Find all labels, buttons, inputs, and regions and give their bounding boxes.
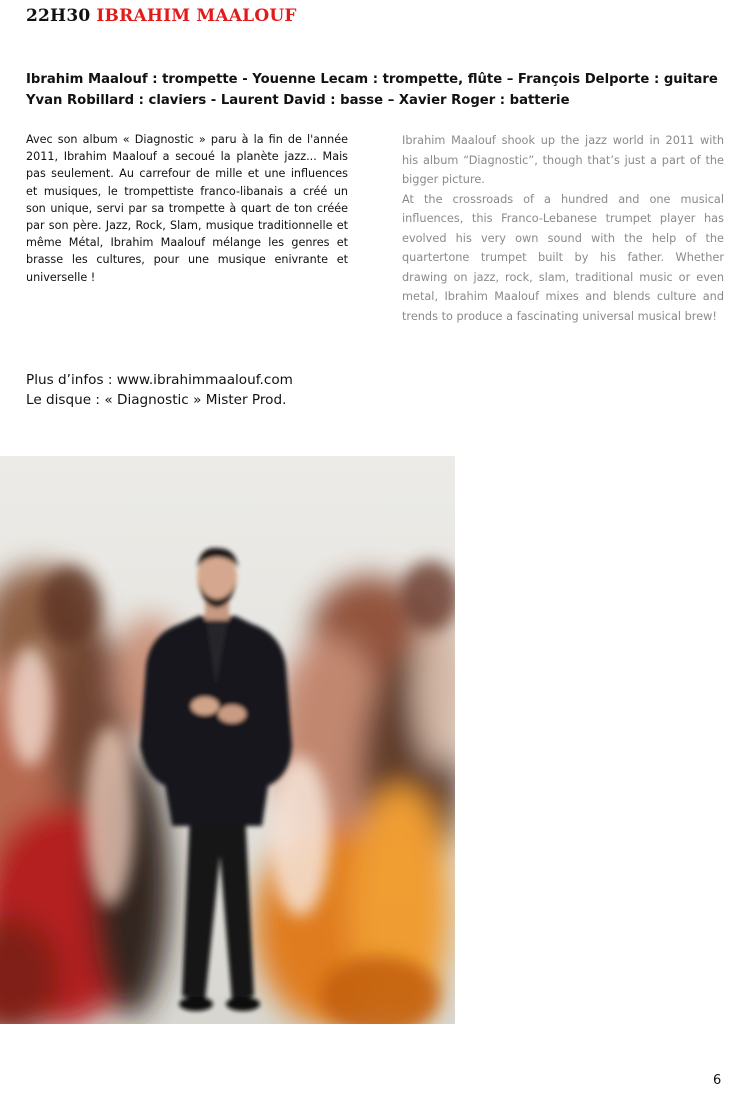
- lineup-line-1: Ibrahim Maalouf : trompette - Youenne Lecam : trompette, flûte – François Delporte : guitare: [26, 72, 718, 87]
- album-info: Le disque : « Diagnostic » Mister Prod.: [26, 392, 287, 408]
- description-english: [402, 131, 724, 326]
- english-paragraph-2: At the crossroads of a hundred and one musical influences, this Franco-Lebanese trumpet player has evolved his very own sound with the help of the quartertone trumpet built by his father. Whether drawing on jazz, rock, slam, traditional music or even metal, Ibrahim Maalouf mixes and blends culture and trends to produce a fascinating universal musical brew!: [402, 192, 724, 323]
- artist-photo: [0, 456, 455, 1024]
- concert-time: 22H30: [26, 6, 91, 26]
- french-paragraph: Avec son album « Diagnostic » paru à la fin de l'année 2011, Ibrahim Maalouf a secoué la planète jazz... Mais pas seulement. Au carrefour de mille et une influences et musiques, le trompettiste franco-libanais a créé un son unique, servi par sa trompette à quart de ton créée par son père. Jazz, Rock, Slam, musique traditionnelle et même Métal, Ibrahim Maalouf mélange les genres et brasse les cultures, pour une musique enivrante et universelle !: [26, 133, 348, 284]
- english-paragraph-1: Ibrahim Maalouf shook up the jazz world in 2011 with his album “Diagnostic”, though that’s just a part of the bigger picture.: [402, 134, 724, 186]
- page-header: [26, 6, 297, 26]
- page-number: 6: [713, 1073, 722, 1088]
- website-link[interactable]: Plus d’infos : www.ibrahimmaalouf.com: [26, 372, 293, 388]
- artist-name: IBRAHIM MAALOUF: [96, 6, 297, 26]
- lineup-line-2: Yvan Robillard : claviers - Laurent David : basse – Xavier Roger : batterie: [26, 93, 570, 108]
- band-lineup: [26, 69, 726, 111]
- description-french: [26, 131, 348, 286]
- more-info: [26, 370, 293, 410]
